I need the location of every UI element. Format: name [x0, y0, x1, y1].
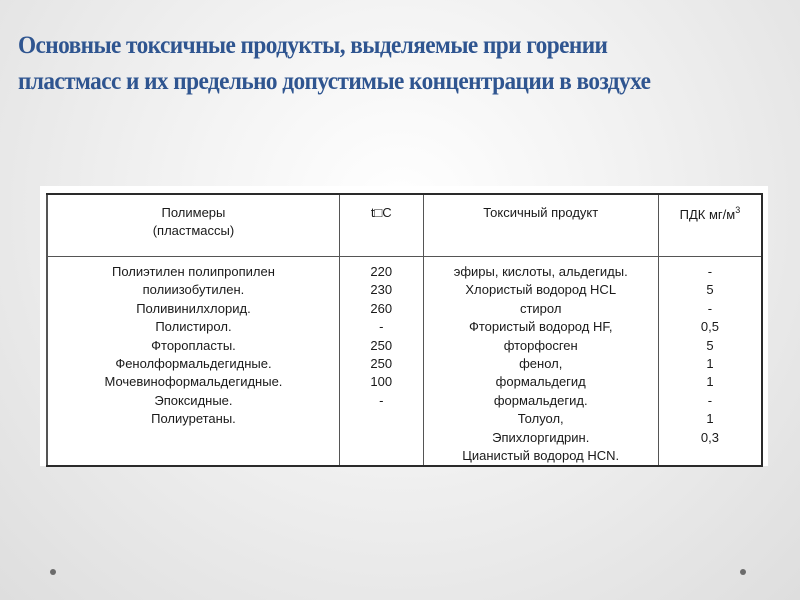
- temperature-value: 100: [370, 374, 393, 390]
- polymer-item: Поливинилхлорид.: [136, 300, 251, 316]
- toxic-products-cell: [423, 257, 658, 467]
- toxic-product-item: Толуол,: [517, 411, 564, 427]
- header-pdk: [658, 194, 762, 257]
- polymer-item: Мочевиноформальдегидные.: [104, 374, 283, 390]
- pdk-value: 1: [706, 356, 714, 372]
- temperature-value: -: [379, 392, 384, 408]
- header-polymers-line-2: (пластмассы): [152, 223, 235, 238]
- polymer-item: Полиуретаны.: [151, 411, 236, 427]
- toxic-product-item: стирол: [519, 300, 562, 316]
- header-pdk-superscript: 3: [735, 205, 741, 215]
- polymer-item: Фенолформальдегидные.: [115, 356, 272, 372]
- toxic-product-item: формальдегид.: [493, 392, 588, 408]
- pdk-value: 1: [706, 374, 714, 390]
- temperature-value: 230: [370, 282, 393, 298]
- header-polymers-line-1: Полимеры: [161, 205, 226, 220]
- slide-title: [18, 28, 734, 100]
- table-row: [47, 257, 762, 467]
- pdk-value: 5: [706, 282, 714, 298]
- toxic-product-item: Эпихлоргидрин.: [492, 429, 590, 445]
- toxic-product-item: формальдегид: [495, 374, 586, 390]
- polymers-cell: [47, 257, 339, 467]
- bullet-dot-icon-right: [740, 569, 746, 575]
- temperature-cell: [339, 257, 423, 467]
- table-container: [40, 186, 768, 466]
- polymer-item: Полистирол.: [155, 319, 232, 335]
- temperature-value: -: [379, 319, 384, 335]
- header-toxic-product: Токсичный продукт: [423, 194, 658, 257]
- header-temperature: t□C: [339, 194, 423, 257]
- pdk-value: -: [707, 264, 713, 279]
- pdk-value: -: [707, 392, 713, 408]
- pdk-value: 0,5: [700, 319, 719, 335]
- header-pdk-label: ПДК мг/м: [679, 207, 736, 222]
- temperature-value: 250: [370, 337, 393, 353]
- bullet-dot-icon-left: [50, 569, 56, 575]
- header-polymers: [47, 194, 339, 257]
- slide-title-line-2: пластмасс и их предельно допустимые концентрации в воздухе: [18, 68, 651, 95]
- toxic-product-item: эфиры, кислоты, альдегиды.: [453, 264, 628, 279]
- pdk-cell: [658, 257, 762, 467]
- polymer-item: Фторопласты.: [151, 337, 236, 353]
- polymer-item: Полиэтилен полипропилен: [111, 264, 275, 279]
- temperature-value: 220: [370, 264, 393, 279]
- temperature-value: 260: [370, 300, 393, 316]
- polymer-item: Эпоксидные.: [154, 392, 233, 408]
- pdk-value: 1: [706, 411, 714, 427]
- toxic-product-item: Фтористый водород HF,: [468, 319, 613, 335]
- toxic-products-table: [46, 193, 763, 467]
- toxic-product-item: фторфосген: [503, 337, 578, 353]
- toxic-product-item: Цианистый водород HCN.: [462, 448, 620, 464]
- table-header-row: [47, 194, 762, 257]
- pdk-value: 5: [706, 337, 714, 353]
- temperature-value: 250: [370, 356, 393, 372]
- toxic-product-item: Хлористый водород HCL: [465, 282, 617, 298]
- pdk-value: -: [707, 300, 713, 316]
- slide-title-line-1: Основные токсичные продукты, выделяемые при горении: [18, 32, 608, 59]
- polymer-item: полиизобутилен.: [142, 282, 245, 298]
- pdk-value: 0,3: [700, 429, 719, 445]
- toxic-product-item: фенол,: [519, 356, 563, 372]
